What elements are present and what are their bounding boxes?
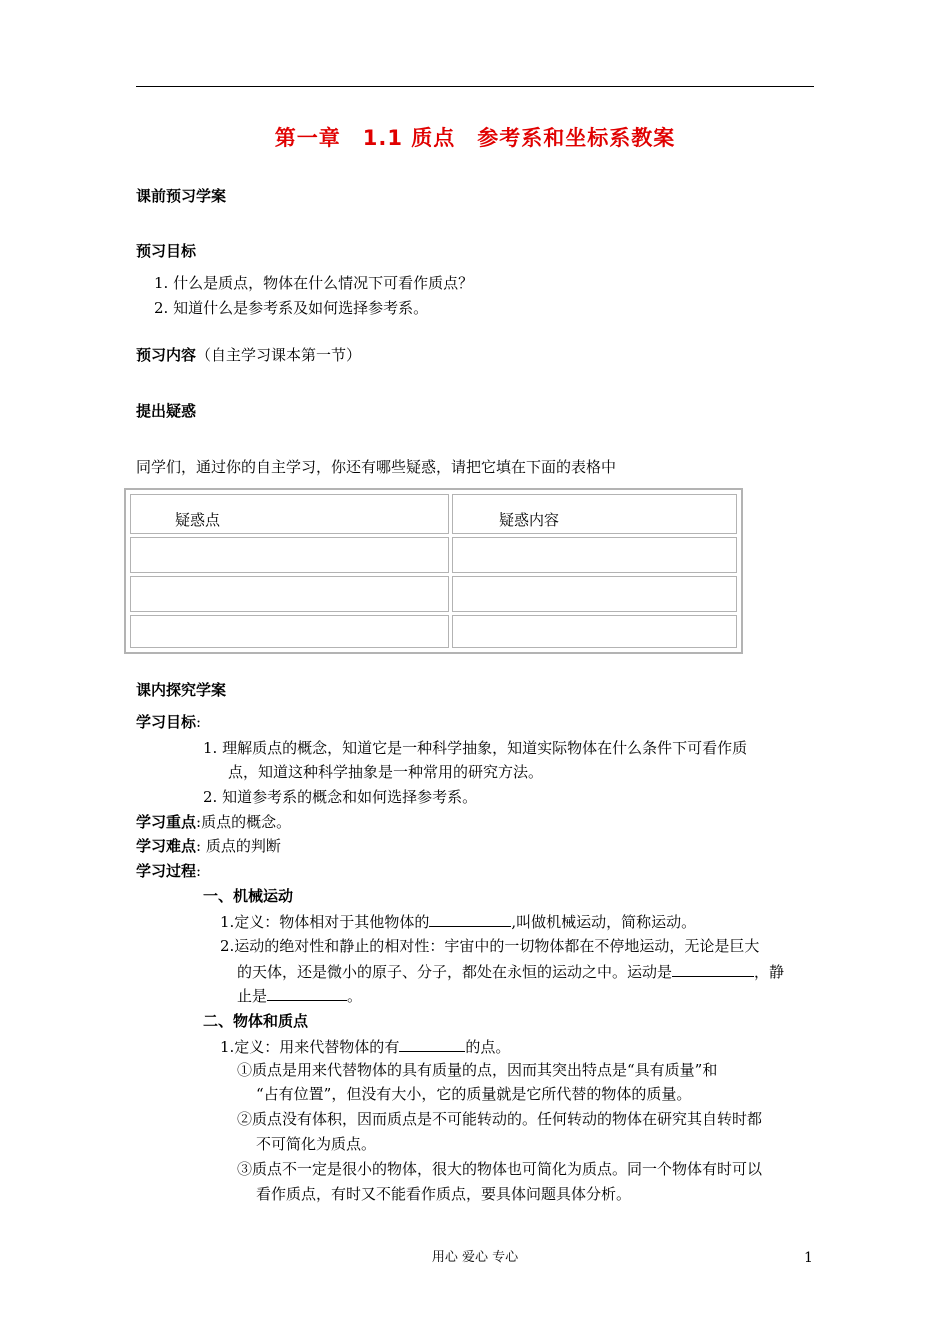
footer-slogan: 用心 爱心 专心: [431, 1250, 519, 1265]
relativity-text: 的天体，还是微小的原子、分子，都处在永恒的运动之中。运动是: [237, 963, 673, 981]
definition-text: 的点。: [465, 1038, 511, 1056]
pre-class-heading: 课前预习学案: [136, 187, 227, 205]
table-cell-empty[interactable]: [452, 576, 737, 612]
definition-line: [220, 1036, 510, 1057]
note-line: ③质点不一定是很小的物体，很大的物体也可简化为质点。同一个物体有时可以: [237, 1160, 763, 1178]
table-header-question-point: 疑惑点: [175, 511, 221, 529]
definition-text: ,叫做机械运动，简称运动。: [511, 913, 697, 931]
note-line: ①质点是用来代替物体的具有质量的点，因而其突出特点是“具有质量”和: [237, 1061, 718, 1079]
table-header-question-content: 疑惑内容: [499, 511, 560, 529]
questions-table: [124, 488, 743, 654]
definition-line: [220, 911, 696, 932]
page-number: 1: [804, 1250, 813, 1266]
table-cell-empty[interactable]: [130, 615, 449, 648]
section-heading-object-particle: 二、物体和质点: [203, 1012, 309, 1030]
table-cell-empty[interactable]: [130, 537, 449, 573]
definition-text: 1.定义：用来代替物体的有: [220, 1038, 400, 1056]
relativity-line: 2.运动的绝对性和静止的相对性：宇宙中的一切物体都在不停地运动，无论是巨大: [220, 937, 760, 955]
fill-blank[interactable]: [429, 911, 511, 927]
key-point-label: 学习重点: [136, 813, 197, 831]
process-label: 学习过程: [136, 862, 197, 880]
learning-goals-line: [136, 712, 201, 732]
learning-goals-colon: :: [196, 713, 202, 731]
process-line: [136, 861, 201, 881]
preview-content-note: （自主学习课本第一节）: [196, 346, 362, 364]
table-header-cell: [452, 494, 737, 534]
note-line: 看作质点，有时又不能看作质点，要具体问题具体分析。: [256, 1185, 632, 1203]
preview-content-heading: 预习内容: [136, 346, 197, 364]
key-point-text: :质点的概念。: [196, 813, 292, 831]
learning-goal-item: 2. 知道参考系的概念和如何选择参考系。: [203, 788, 478, 806]
fill-blank[interactable]: [672, 961, 754, 977]
questions-heading: 提出疑惑: [136, 402, 197, 420]
note-line: ②质点没有体积，因而质点是不可能转动的。任何转动的物体在研究其自转时都: [237, 1110, 763, 1128]
section-heading-mechanical-motion: 一、机械运动: [203, 887, 294, 905]
header-rule: [136, 86, 814, 87]
relativity-text: 止是: [237, 987, 268, 1005]
page-title: 第一章 1.1 质点 参考系和坐标系教案: [274, 126, 676, 150]
note-line: “占有位置”，但没有大小，它的质量就是它所代替的物体的质量。: [256, 1085, 692, 1103]
relativity-text: ，静: [754, 963, 785, 981]
learning-goals-label: 学习目标: [136, 713, 197, 731]
learning-goal-item-cont: 点，知道这种科学抽象是一种常用的研究方法。: [228, 763, 544, 781]
relativity-line: [237, 961, 784, 982]
fill-blank[interactable]: [399, 1036, 465, 1052]
preview-goal-item: 1. 什么是质点，物体在什么情况下可看作质点？: [154, 274, 474, 292]
key-point-line: [136, 812, 291, 832]
questions-intro: 同学们，通过你的自主学习，你还有哪些疑惑，请把它填在下面的表格中: [136, 458, 617, 476]
process-colon: :: [196, 862, 202, 880]
in-class-heading: 课内探究学案: [136, 681, 227, 699]
table-cell-empty[interactable]: [452, 615, 737, 648]
table-cell-empty[interactable]: [452, 537, 737, 573]
relativity-line: [237, 985, 362, 1006]
definition-text: 1.定义：物体相对于其他物体的: [220, 913, 430, 931]
learning-goal-item: 1. 理解质点的概念，知道它是一种科学抽象，知道实际物体在什么条件下可看作质: [203, 739, 748, 757]
difficulty-label: 学习难点: [136, 837, 197, 855]
preview-content-line: [136, 345, 361, 365]
note-line: 不可简化为质点。: [256, 1135, 377, 1153]
fill-blank[interactable]: [267, 985, 347, 1001]
difficulty-text: : 质点的判断: [196, 837, 281, 855]
difficulty-line: [136, 836, 281, 856]
table-cell-empty[interactable]: [130, 576, 449, 612]
preview-goals-heading: 预习目标: [136, 242, 197, 260]
relativity-text: 。: [347, 987, 363, 1005]
table-header-cell: [130, 494, 449, 534]
preview-goal-item: 2. 知道什么是参考系及如何选择参考系。: [154, 299, 429, 317]
